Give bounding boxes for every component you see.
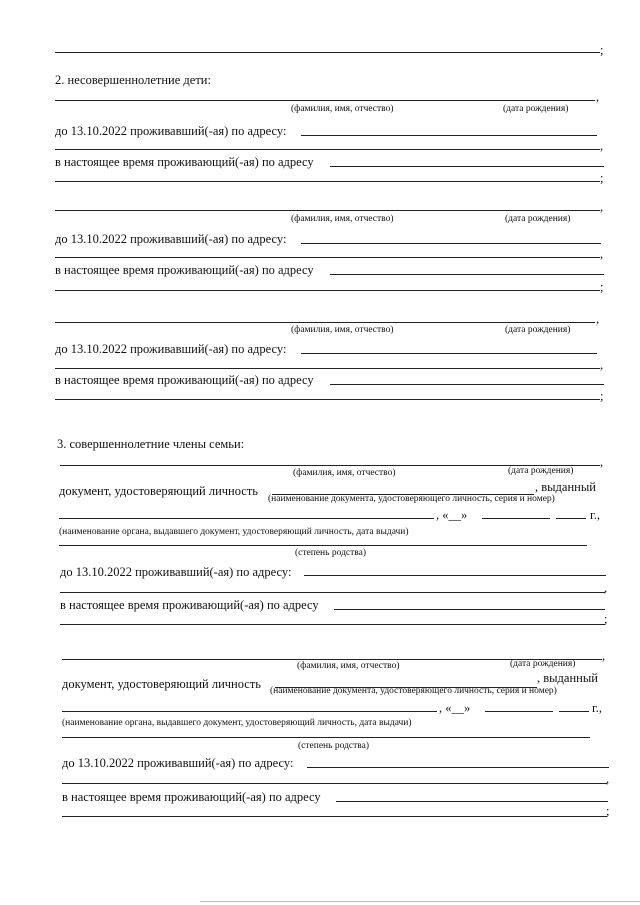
prev-address-line[interactable] bbox=[301, 135, 597, 136]
current-address-label: в настоящее время проживающий(-ая) по адресу bbox=[55, 155, 314, 169]
prev-address-line[interactable] bbox=[307, 767, 609, 768]
comma: , bbox=[606, 772, 610, 786]
current-address-line[interactable] bbox=[330, 166, 604, 167]
page-bottom-edge bbox=[200, 901, 640, 902]
dob-caption: (дата рождения) bbox=[505, 325, 571, 335]
semicolon: ; bbox=[606, 804, 610, 818]
doc-caption: (наименование документа, удостоверяющего личность, серия и номер) bbox=[270, 686, 557, 696]
issue-day-month-line[interactable] bbox=[485, 711, 553, 712]
current-address-line[interactable] bbox=[330, 274, 604, 275]
semicolon: ; bbox=[600, 171, 604, 185]
comma: , bbox=[596, 312, 600, 326]
date-sep: , «__» bbox=[436, 508, 468, 522]
id-document-label: документ, удостоверяющий личность bbox=[62, 677, 262, 691]
comma: , bbox=[602, 649, 606, 663]
prev-address-label: до 13.10.2022 проживавший(-ая) по адресу: bbox=[55, 232, 287, 246]
name-caption: (фамилия, имя, отчество) bbox=[293, 468, 396, 478]
comma: , bbox=[604, 581, 608, 595]
prev-address-label: до 13.10.2022 проживавший(-ая) по адресу: bbox=[55, 124, 287, 138]
prev-address-label: до 13.10.2022 проживавший(-ая) по адресу: bbox=[60, 565, 292, 579]
dob-caption: (дата рождения) bbox=[505, 214, 571, 224]
comma: , bbox=[596, 90, 600, 104]
current-address-line-2[interactable] bbox=[60, 624, 605, 625]
kinship-line[interactable] bbox=[62, 737, 590, 738]
kinship-caption: (степень родства) bbox=[295, 548, 367, 558]
current-address-line[interactable] bbox=[336, 801, 608, 802]
doc-caption: (наименование документа, удостоверяющего личность, серия и номер) bbox=[268, 494, 555, 504]
name-caption: (фамилия, имя, отчество) bbox=[291, 325, 394, 335]
dob-caption: (дата рождения) bbox=[508, 466, 574, 476]
current-address-line-2[interactable] bbox=[55, 399, 600, 400]
prev-address-line-2[interactable] bbox=[55, 257, 600, 258]
prev-address-line[interactable] bbox=[301, 243, 601, 244]
issue-year-line[interactable] bbox=[559, 711, 589, 712]
issue-year-line[interactable] bbox=[556, 518, 586, 519]
comma: , bbox=[600, 455, 604, 469]
prev-address-line-2[interactable] bbox=[60, 592, 605, 593]
name-caption: (фамилия, имя, отчество) bbox=[291, 214, 394, 224]
year-suffix: г., bbox=[592, 701, 602, 715]
kinship-caption: (степень родства) bbox=[298, 741, 370, 751]
year-suffix: г., bbox=[590, 508, 600, 522]
current-address-line-2[interactable] bbox=[55, 290, 600, 291]
current-address-label: в настоящее время проживающий(-ая) по адресу bbox=[55, 263, 314, 277]
comma: , bbox=[600, 358, 604, 372]
dob-caption: (дата рождения) bbox=[503, 104, 569, 114]
dob-caption: (дата рождения) bbox=[510, 659, 576, 669]
kinship-line[interactable] bbox=[59, 545, 587, 546]
comma: , bbox=[600, 247, 604, 261]
current-address-line-2[interactable] bbox=[62, 816, 607, 817]
id-document-label: документ, удостоверяющий личность bbox=[59, 484, 259, 498]
current-address-label: в настоящее время проживающий(-ая) по адресу bbox=[55, 373, 314, 387]
prev-address-line[interactable] bbox=[304, 575, 606, 576]
current-address-line-2[interactable] bbox=[55, 181, 600, 182]
child-name-line[interactable] bbox=[55, 100, 595, 101]
prev-address-line[interactable] bbox=[301, 353, 597, 354]
child-name-line[interactable] bbox=[55, 210, 600, 211]
comma: , bbox=[600, 200, 604, 214]
prev-address-line-2[interactable] bbox=[55, 149, 600, 150]
comma: , bbox=[600, 139, 604, 153]
issuer-line[interactable] bbox=[62, 711, 437, 712]
issuer-caption: (наименование органа, выдавшего документ, удостоверяющий личность, дата выдачи) bbox=[62, 718, 412, 728]
prev-address-label: до 13.10.2022 проживавший(-ая) по адресу: bbox=[62, 756, 294, 770]
issue-day-month-line[interactable] bbox=[482, 518, 550, 519]
issued-label: , выданный bbox=[537, 671, 598, 685]
prev-address-line-2[interactable] bbox=[55, 368, 600, 369]
issuer-caption: (наименование органа, выдавшего документ, удостоверяющий личность, дата выдачи) bbox=[59, 527, 409, 537]
name-caption: (фамилия, имя, отчество) bbox=[297, 661, 400, 671]
current-address-label: в настоящее время проживающий(-ая) по адресу bbox=[62, 790, 321, 804]
current-address-line[interactable] bbox=[330, 384, 604, 385]
issued-label: , выданный bbox=[535, 480, 596, 494]
prev-address-line-2[interactable] bbox=[62, 783, 607, 784]
section-3-title: 3. совершеннолетние члены семьи: bbox=[57, 437, 245, 451]
current-address-label: в настоящее время проживающий(-ая) по адресу bbox=[60, 598, 319, 612]
date-sep: , «__» bbox=[439, 701, 471, 715]
semicolon: ; bbox=[600, 280, 604, 294]
previous-item-end-line[interactable] bbox=[55, 52, 600, 53]
section-2-title: 2. несовершеннолетние дети: bbox=[55, 73, 211, 87]
current-address-line[interactable] bbox=[334, 609, 605, 610]
prev-address-label: до 13.10.2022 проживавший(-ая) по адресу: bbox=[55, 342, 287, 356]
semicolon: ; bbox=[600, 389, 604, 403]
issuer-line[interactable] bbox=[59, 518, 434, 519]
semicolon: ; bbox=[600, 43, 604, 57]
name-caption: (фамилия, имя, отчество) bbox=[291, 104, 394, 114]
child-name-line[interactable] bbox=[55, 322, 595, 323]
semicolon: ; bbox=[604, 612, 608, 626]
